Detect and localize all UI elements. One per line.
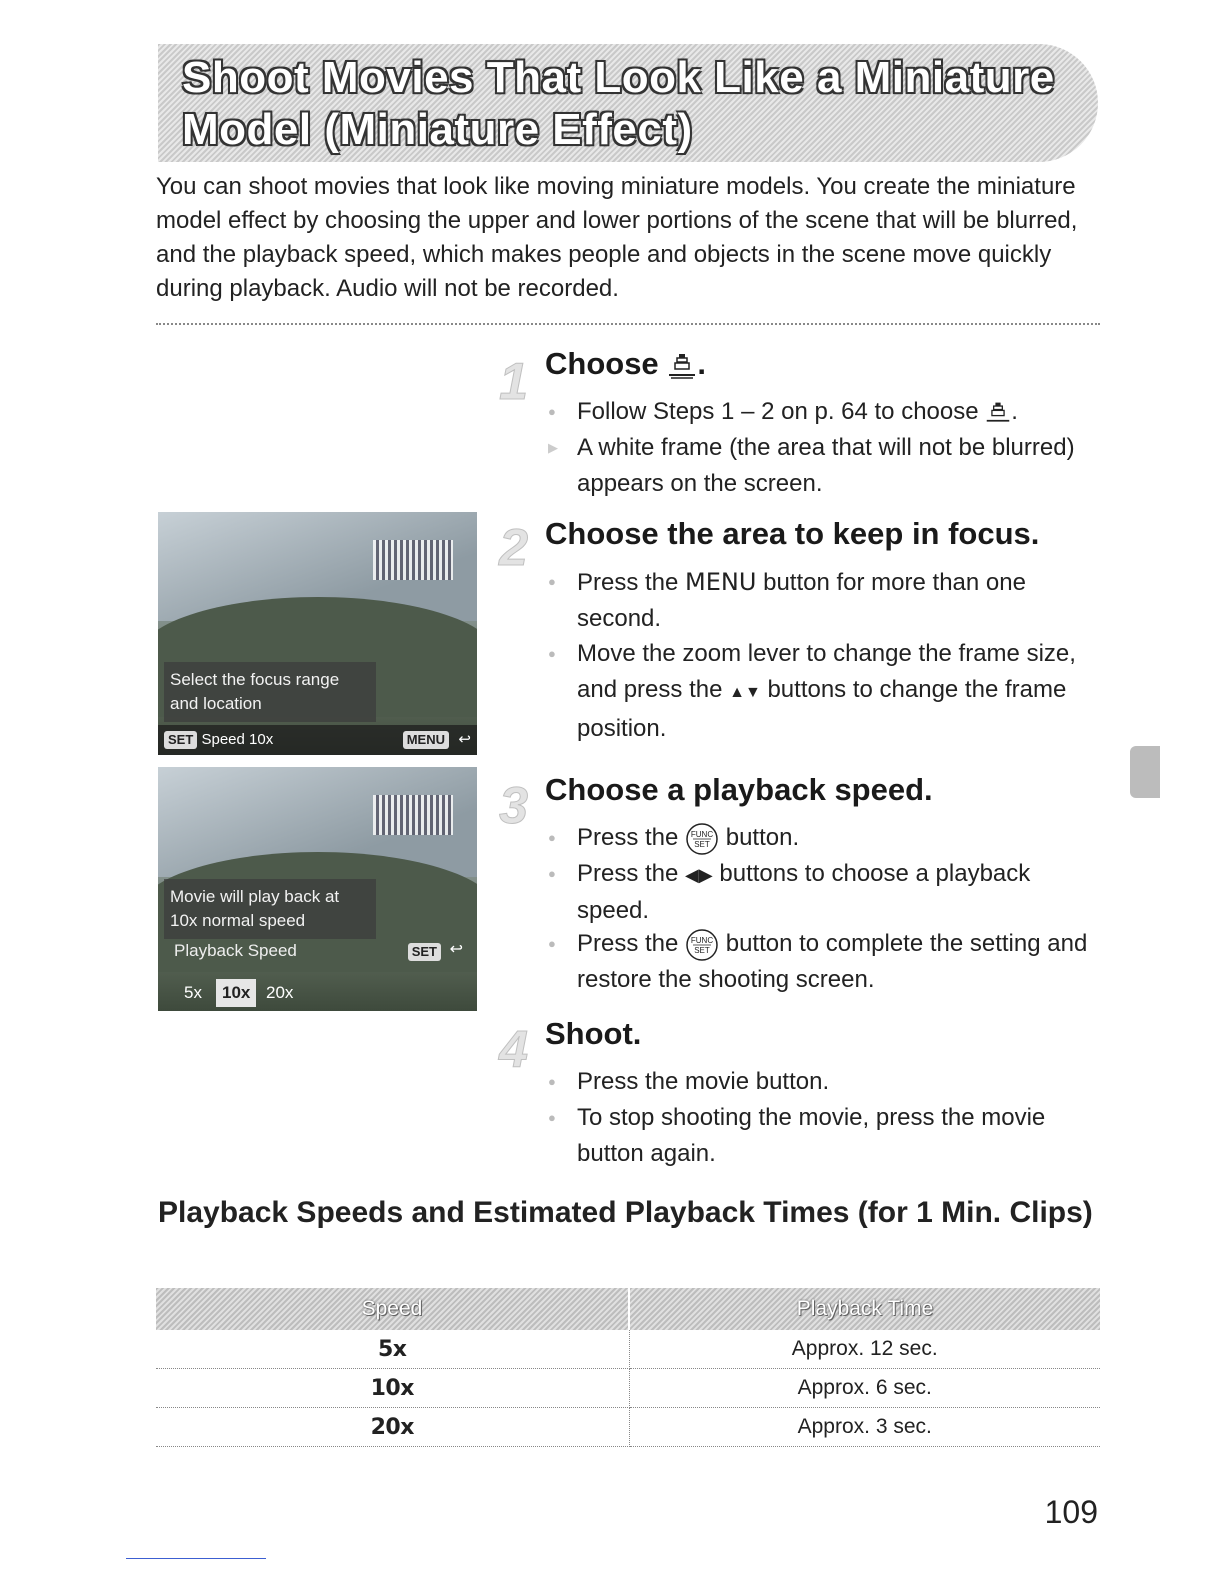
page-title-line1: Shoot Movies That Look Like a Miniature	[182, 53, 1055, 102]
camera-screen-focus-area	[158, 512, 477, 755]
bullet-icon: ●	[548, 1110, 556, 1125]
bullet-icon: ●	[548, 830, 556, 845]
footer-line	[126, 1558, 266, 1559]
step-number-2: 2	[499, 519, 528, 577]
step-3-bullet-3	[577, 926, 1097, 998]
step-number-3: 3	[499, 777, 528, 835]
text-fragment: Press the	[577, 860, 686, 887]
step-3-heading: Choose a playback speed.	[545, 772, 933, 807]
screen-bottom-bar	[158, 725, 477, 755]
screen-snow	[373, 540, 453, 580]
step-4-heading: Shoot.	[545, 1016, 642, 1051]
func-set-button-icon	[685, 822, 719, 856]
text-fragment: Move the zoom lever to change the frame size, and press the	[577, 640, 1076, 703]
table-header-playback-time: Playback Time	[629, 1288, 1100, 1330]
page-title-line2: Model (Miniature Effect)	[182, 105, 693, 154]
text-fragment: button to complete the setting and restore the shooting screen.	[577, 930, 1088, 993]
step-number-1: 1	[499, 353, 528, 411]
svg-text:FUNC: FUNC	[690, 829, 714, 839]
step-number-4: 4	[499, 1021, 528, 1079]
text-fragment: button for more than one second.	[577, 569, 1026, 632]
step-3-bullet-2	[577, 856, 1097, 929]
screen-snow	[373, 795, 453, 835]
step-1-bullet-1: Follow Steps 1 – 2 on p. 64 to choose .	[577, 398, 1018, 425]
title-banner	[158, 44, 1098, 162]
table-row	[156, 1330, 1100, 1369]
menu-tag: MENU	[403, 731, 449, 749]
bullet-icon: ●	[548, 936, 556, 951]
step-1-heading: Choose .	[545, 346, 706, 381]
screen-message: Movie will play back at 10x normal speed	[164, 879, 376, 939]
speed-option-5x: 5x	[184, 983, 202, 1002]
table-row	[156, 1369, 1100, 1408]
table-cell-speed: 10x	[156, 1369, 629, 1408]
section-divider	[156, 323, 1100, 325]
speed-option-20x: 20x	[266, 983, 294, 1002]
playback-table-title: Playback Speeds and Estimated Playback Times (for 1 Min. Clips)	[158, 1196, 1093, 1229]
bullet-icon: ●	[548, 1074, 556, 1089]
table-cell-speed: 20x	[156, 1408, 629, 1447]
menu-button-label: MENU	[685, 568, 757, 596]
svg-text:SET: SET	[694, 839, 710, 849]
step-2-bullet-2	[577, 636, 1097, 747]
table-header-row	[156, 1288, 1100, 1330]
chapter-tab-marker	[1130, 746, 1160, 798]
table-cell-time: Approx. 3 sec.	[629, 1408, 1100, 1447]
step-4-bullet-1: Press the movie button.	[577, 1068, 830, 1095]
set-tag: SET	[164, 731, 197, 749]
step-2-heading: Choose the area to keep in focus.	[545, 516, 1040, 551]
text-fragment: buttons to change the frame position.	[577, 676, 1067, 742]
return-icon: ↩	[458, 731, 471, 748]
text-fragment: Press the	[577, 569, 686, 596]
return-icon: ↩	[449, 941, 463, 958]
camera-screen-playback-speed	[158, 767, 477, 1011]
table-cell-speed: 5x	[156, 1330, 629, 1369]
text-fragment: buttons to choose a playback speed.	[577, 860, 1031, 924]
step-1-heading-text: Choose	[545, 346, 659, 381]
miniature-mode-icon	[985, 400, 1011, 426]
speed-indicator: Speed 10x	[201, 731, 274, 748]
playback-speeds-table	[156, 1288, 1100, 1447]
step-1-bullet-2: A white frame (the area that will not be blurred) appears on the screen.	[577, 434, 1075, 497]
result-arrow-icon: ▶	[548, 440, 558, 455]
text-fragment: Press the	[577, 824, 686, 851]
miniature-mode-icon	[667, 351, 697, 381]
step-3-bullet-1	[577, 820, 1097, 856]
svg-text:FUNC: FUNC	[690, 935, 714, 945]
text-fragment: button.	[719, 824, 800, 851]
table-row	[156, 1408, 1100, 1447]
page-title	[182, 52, 1055, 156]
step-4-bullet-2: To stop shooting the movie, press the movie button again.	[577, 1104, 1046, 1167]
bullet-icon: ●	[548, 574, 556, 589]
bullet-icon: ●	[548, 866, 556, 881]
page-number: 109	[1044, 1494, 1098, 1530]
speed-option-10x-selected: 10x	[216, 979, 256, 1007]
set-tag: SET	[408, 943, 441, 961]
svg-text:SET: SET	[694, 945, 710, 955]
bullet-icon: ●	[548, 646, 556, 661]
playback-speed-label: Playback Speed	[174, 941, 297, 960]
func-set-button-icon	[685, 928, 719, 962]
table-cell-time: Approx. 12 sec.	[629, 1330, 1100, 1369]
left-right-arrows-icon: ◀▶	[685, 865, 713, 885]
up-down-arrows-icon: ▲▼	[729, 684, 761, 701]
table-cell-time: Approx. 6 sec.	[629, 1369, 1100, 1408]
screen-message: Select the focus range and location	[164, 662, 376, 722]
bullet-icon: ●	[548, 404, 556, 419]
table-header-speed: Speed	[156, 1288, 629, 1330]
intro-paragraph: You can shoot movies that look like moving miniature models. You create the miniature model effect by choosing the upper and lower portions of the scene that will be blurred, and the playback speed, which makes people and objects in the scene move quickly during playback. Audio will not be recorded.	[156, 173, 1078, 302]
step-2-bullet-1	[577, 564, 1097, 637]
text-fragment: Press the	[577, 930, 686, 957]
step-1-bullet-1-text: Follow Steps 1 – 2 on p. 64 to choose	[577, 398, 979, 425]
